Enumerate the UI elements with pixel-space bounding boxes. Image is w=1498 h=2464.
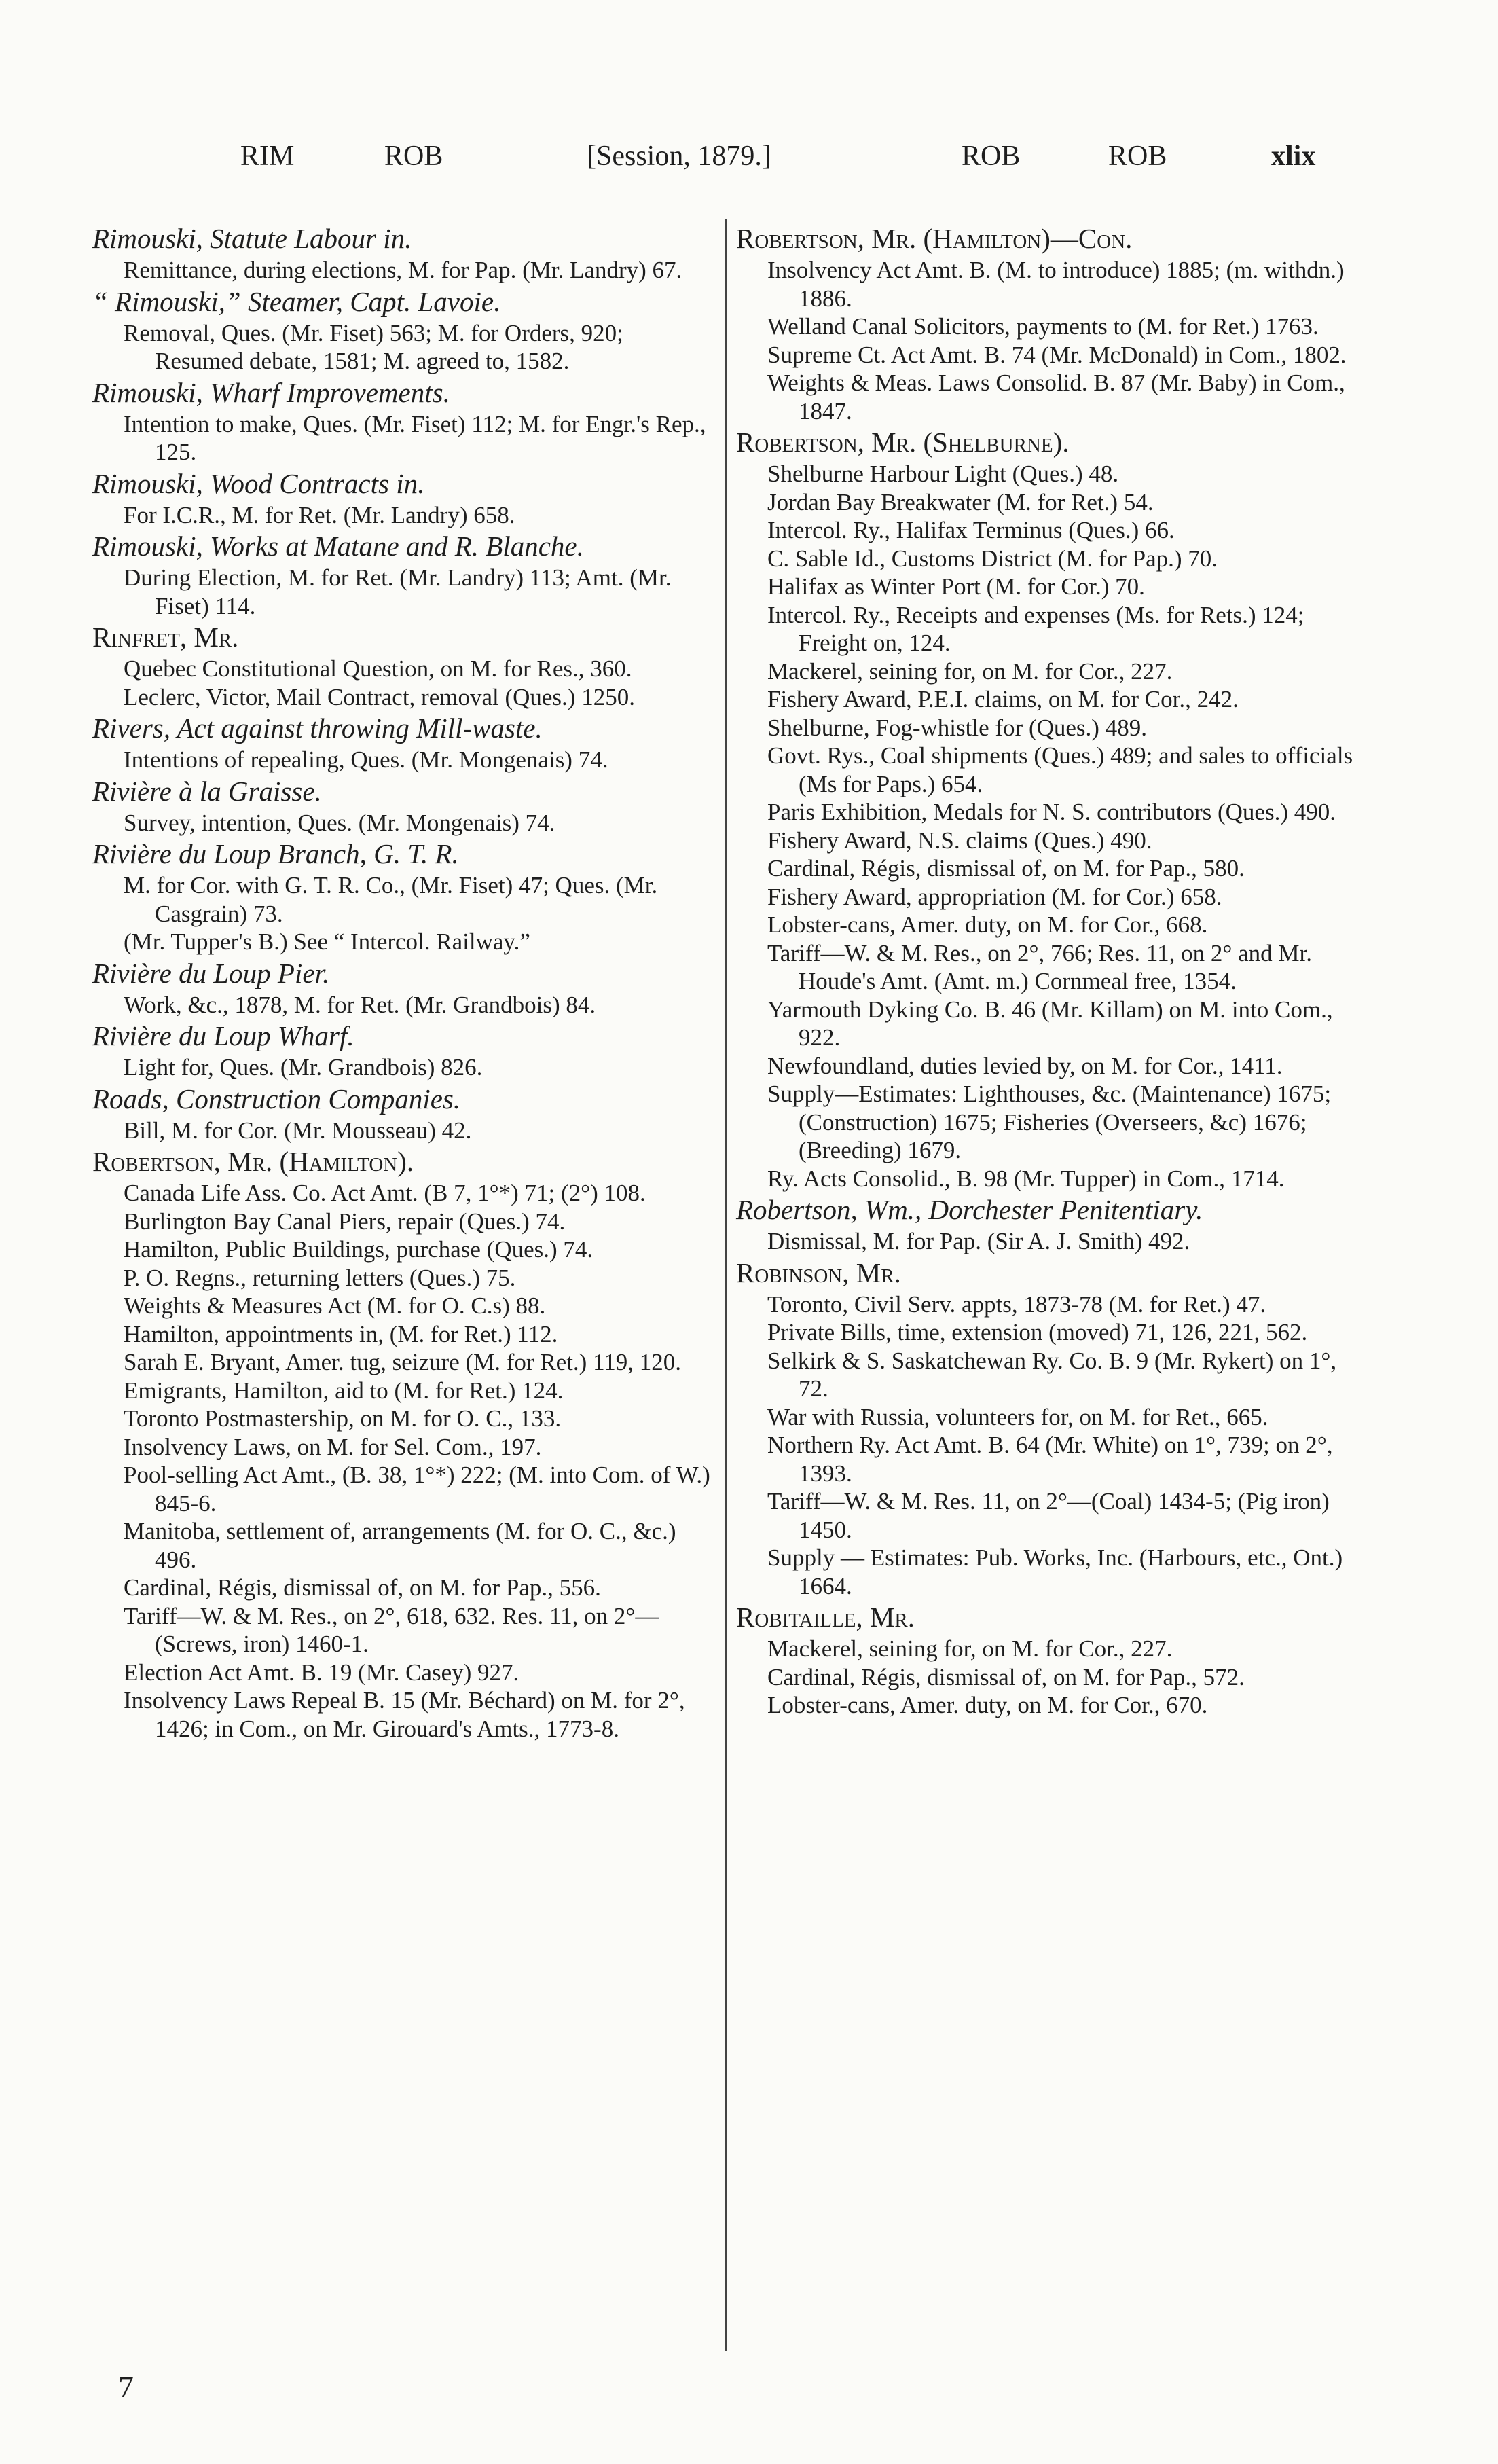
entry-subline: P. O. Regns., returning letters (Ques.) 75. (124, 1264, 516, 1291)
entry-subline: Insolvency Act Amt. B. (M. to introduce) 1885; (m. withdn.) 1886. (767, 257, 1345, 312)
entry-subline: Lobster-cans, Amer. duty, on M. for Cor., 670. (767, 1692, 1208, 1718)
entry-subline: Light for, Ques. (Mr. Grandbois) 826. (124, 1054, 483, 1081)
entry-subline: Yarmouth Dyking Co. B. 46 (Mr. Killam) on M. into Com., 922. (767, 996, 1333, 1051)
entry-heading: Robertson, Wm., Dorchester Penitentiary. (736, 1194, 1203, 1225)
index-entry (92, 837, 717, 956)
entry-subline: Shelburne Harbour Light (Ques.) 48. (767, 460, 1119, 487)
entry-subline: Govt. Rys., Coal shipments (Ques.) 489; and sales to officials (Ms for Paps.) 654. (767, 742, 1353, 797)
entry-subline: Intentions of repealing, Ques. (Mr. Mongenais) 74. (124, 746, 608, 773)
entry-subline: Intercol. Ry., Halifax Terminus (Ques.) 66. (767, 517, 1175, 543)
entry-heading: “ Rimouski,” Steamer, Capt. Lavoie. (92, 285, 501, 317)
entry-subline: Tariff—W. & M. Res., on 2°, 618, 632. Res. 11, on 2°—(Screws, iron) 1460-1. (124, 1602, 659, 1657)
entry-heading: Rinfret, Mr. (92, 621, 239, 653)
entry-subline: Burlington Bay Canal Piers, repair (Ques.) 74. (124, 1208, 566, 1235)
entry-heading: Rivière à la Graisse. (92, 775, 322, 807)
running-header (0, 140, 1498, 181)
entry-subline: Cardinal, Régis, dismissal of, on M. for Pap., 580. (767, 855, 1245, 882)
entry-subline: Toronto Postmastership, on M. for O. C., 133. (124, 1405, 562, 1432)
entry-subline: Remittance, during elections, M. for Pap. (Mr. Landry) 67. (124, 257, 682, 283)
entry-subline: Supreme Ct. Act Amt. B. 74 (Mr. McDonald) in Com., 1802. (767, 341, 1347, 368)
entry-subline: Supply — Estimates: Pub. Works, Inc. (Harbours, etc., Ont.) 1664. (767, 1544, 1343, 1599)
index-entry (736, 221, 1361, 425)
index-entry (92, 467, 717, 530)
index-entry (92, 956, 717, 1019)
entry-heading: Robertson, Mr. (Shelburne). (736, 427, 1070, 458)
entry-heading: Robinson, Mr. (736, 1256, 901, 1288)
index-entry (736, 1193, 1361, 1256)
entry-subline: Tariff—W. & M. Res., on 2°, 766; Res. 11, on 2° and Mr. Houde's Amt. (Amt. m.) Cornmeal free, 1354. (767, 939, 1312, 994)
entry-heading: Robitaille, Mr. (736, 1601, 915, 1633)
index-entry (92, 620, 717, 711)
entry-heading: Robertson, Mr. (Hamilton). (92, 1146, 414, 1177)
entry-subline: Pool-selling Act Amt., (B. 38, 1°*) 222; (M. into Com. of W.) 845-6. (124, 1462, 710, 1517)
entry-subline: Supply—Estimates: Lighthouses, &c. (Maintenance) 1675; (Construction) 1675; Fisheries (Overseers, &c) 1676; (Breeding) 1679. (767, 1081, 1332, 1163)
index-entry (92, 285, 717, 376)
right-column (736, 221, 1361, 1720)
index-entry (92, 221, 717, 285)
entry-heading: Rimouski, Works at Matane and R. Blanche. (92, 530, 584, 562)
entry-subline: Election Act Amt. B. 19 (Mr. Casey) 927. (124, 1659, 519, 1686)
entry-subline: Insolvency Laws Repeal B. 15 (Mr. Béchard) on M. for 2°, 1426; in Com., on Mr. Girouard's Amts., 1773-8. (124, 1687, 685, 1742)
entry-heading: Rivers, Act against throwing Mill-waste. (92, 712, 543, 744)
entry-subline: For I.C.R., M. for Ret. (Mr. Landry) 658. (124, 501, 515, 528)
header-third-key: ROB (962, 141, 1021, 172)
entry-subline: Cardinal, Régis, dismissal of, on M. for Pap., 572. (767, 1663, 1245, 1690)
entry-subline: Paris Exhibition, Medals for N. S. contributors (Ques.) 490. (767, 799, 1336, 825)
entry-heading: Rivière du Loup Wharf. (92, 1020, 354, 1051)
entry-subline: Northern Ry. Act Amt. B. 64 (Mr. White) on 1°, 739; on 2°, 1393. (767, 1432, 1333, 1487)
entry-heading: Rimouski, Wharf Improvements. (92, 376, 450, 408)
entry-heading: Rivière du Loup Branch, G. T. R. (92, 838, 459, 869)
entry-subline: Insolvency Laws, on M. for Sel. Com., 197. (124, 1433, 542, 1460)
entry-subline: Hamilton, appointments in, (M. for Ret.) 112. (124, 1320, 558, 1347)
entry-subline: Work, &c., 1878, M. for Ret. (Mr. Grandbois) 84. (124, 991, 596, 1018)
entry-subline: Mackerel, seining for, on M. for Cor., 227. (767, 657, 1173, 685)
entry-subline: Intention to make, Ques. (Mr. Fiset) 112; M. for Engr.'s Rep., 125. (124, 410, 706, 465)
entry-subline: C. Sable Id., Customs District (M. for Pap.) 70. (767, 545, 1218, 572)
entry-heading: Rimouski, Wood Contracts in. (92, 467, 425, 499)
entry-subline: Hamilton, Public Buildings, purchase (Ques.) 74. (124, 1236, 593, 1263)
entry-subline: (Mr. Tupper's B.) See “ Intercol. Railway.” (124, 928, 530, 955)
header-fourth-key: ROB (1108, 141, 1167, 172)
left-column (92, 221, 717, 1743)
index-entry (92, 711, 717, 774)
entry-subline: Intercol. Ry., Receipts and expenses (Ms. for Rets.) 124; Freight on, 124. (767, 601, 1304, 656)
entry-subline: Newfoundland, duties levied by, on M. for Cor., 1411. (767, 1052, 1283, 1079)
page-number: xlix (1271, 141, 1316, 172)
entry-subline: Removal, Ques. (Mr. Fiset) 563; M. for Orders, 920; Resumed debate, 1581; M. agreed to, 1582. (124, 319, 623, 374)
index-entry (736, 1600, 1361, 1720)
entry-subline: Welland Canal Solicitors, payments to (M. for Ret.) 1763. (767, 313, 1319, 340)
index-entry (736, 425, 1361, 1193)
entry-subline: Shelburne, Fog-whistle for (Ques.) 489. (767, 714, 1147, 741)
entry-subline: Quebec Constitutional Question, on M. for Res., 360. (124, 655, 632, 682)
entry-subline: Survey, intention, Ques. (Mr. Mongenais) 74. (124, 809, 555, 836)
entry-subline: M. for Cor. with G. T. R. Co., (Mr. Fiset) 47; Ques. (Mr. Casgrain) 73. (124, 872, 658, 927)
entry-subline: Canada Life Ass. Co. Act Amt. (B 7, 1°*) 71; (2°) 108. (124, 1180, 646, 1206)
entry-subline: Toronto, Civil Serv. appts, 1873-78 (M. for Ret.) 47. (767, 1290, 1266, 1318)
entry-heading: Robertson, Mr. (Hamilton)—Con. (736, 223, 1133, 254)
entry-heading: Rimouski, Statute Labour in. (92, 223, 412, 254)
entry-subline: Ry. Acts Consolid., B. 98 (Mr. Tupper) in Com., 1714. (767, 1165, 1285, 1192)
entry-subline: Halifax as Winter Port (M. for Cor.) 70. (767, 573, 1145, 600)
entry-subline: Cardinal, Régis, dismissal of, on M. for Pap., 556. (124, 1574, 601, 1601)
entry-subline: Fishery Award, P.E.I. claims, on M. for Cor., 242. (767, 686, 1239, 712)
entry-subline: War with Russia, volunteers for, on M. for Ret., 665. (767, 1403, 1268, 1430)
entry-subline: Manitoba, settlement of, arrangements (M. for O. C., &c.) 496. (124, 1518, 676, 1573)
entry-subline: Selkirk & S. Saskatchewan Ry. Co. B. 9 (Mr. Rykert) on 1°, 72. (767, 1347, 1337, 1402)
signature-mark: 7 (118, 2370, 134, 2404)
entry-subline: Emigrants, Hamilton, aid to (M. for Ret.) 124. (124, 1377, 564, 1404)
entry-subline: Mackerel, seining for, on M. for Cor., 227. (767, 1635, 1173, 1662)
entry-subline: Fishery Award, appropriation (M. for Cor.) 658. (767, 883, 1222, 910)
index-entry (92, 1144, 717, 1743)
index-entry (736, 1256, 1361, 1601)
entry-subline: Weights & Measures Act (M. for O. C.s) 88. (124, 1292, 546, 1319)
entry-subline: During Election, M. for Ret. (Mr. Landry) 113; Amt. (Mr. Fiset) 114. (124, 564, 672, 619)
entry-subline: Dismissal, M. for Pap. (Sir A. J. Smith) 492. (767, 1228, 1190, 1254)
entry-subline: Leclerc, Victor, Mail Contract, removal (Ques.) 1250. (124, 683, 635, 710)
index-entry (92, 529, 717, 620)
header-first-key: RIM (240, 141, 295, 172)
column-divider (725, 219, 727, 2351)
index-entry (92, 376, 717, 467)
entry-heading: Roads, Construction Companies. (92, 1083, 461, 1115)
header-second-key: ROB (384, 141, 443, 172)
entry-subline: Lobster-cans, Amer. duty, on M. for Cor., 668. (767, 911, 1208, 938)
index-entry (92, 1082, 717, 1145)
entry-subline: Sarah E. Bryant, Amer. tug, seizure (M. for Ret.) 119, 120. (124, 1349, 682, 1375)
entry-subline: Jordan Bay Breakwater (M. for Ret.) 54. (767, 488, 1154, 515)
entry-subline: Private Bills, time, extension (moved) 71, 126, 221, 562. (767, 1319, 1308, 1345)
index-entry (92, 774, 717, 837)
entry-subline: Bill, M. for Cor. (Mr. Mousseau) 42. (124, 1117, 472, 1144)
entry-subline: Tariff—W. & M. Res. 11, on 2°—(Coal) 1434-5; (Pig iron) 1450. (767, 1488, 1330, 1543)
entry-subline: Weights & Meas. Laws Consolid. B. 87 (Mr. Baby) in Com., 1847. (767, 369, 1345, 424)
entry-subline: Fishery Award, N.S. claims (Ques.) 490. (767, 827, 1152, 854)
header-session: [Session, 1879.] (587, 141, 771, 172)
entry-heading: Rivière du Loup Pier. (92, 957, 330, 989)
index-entry (92, 1019, 717, 1082)
